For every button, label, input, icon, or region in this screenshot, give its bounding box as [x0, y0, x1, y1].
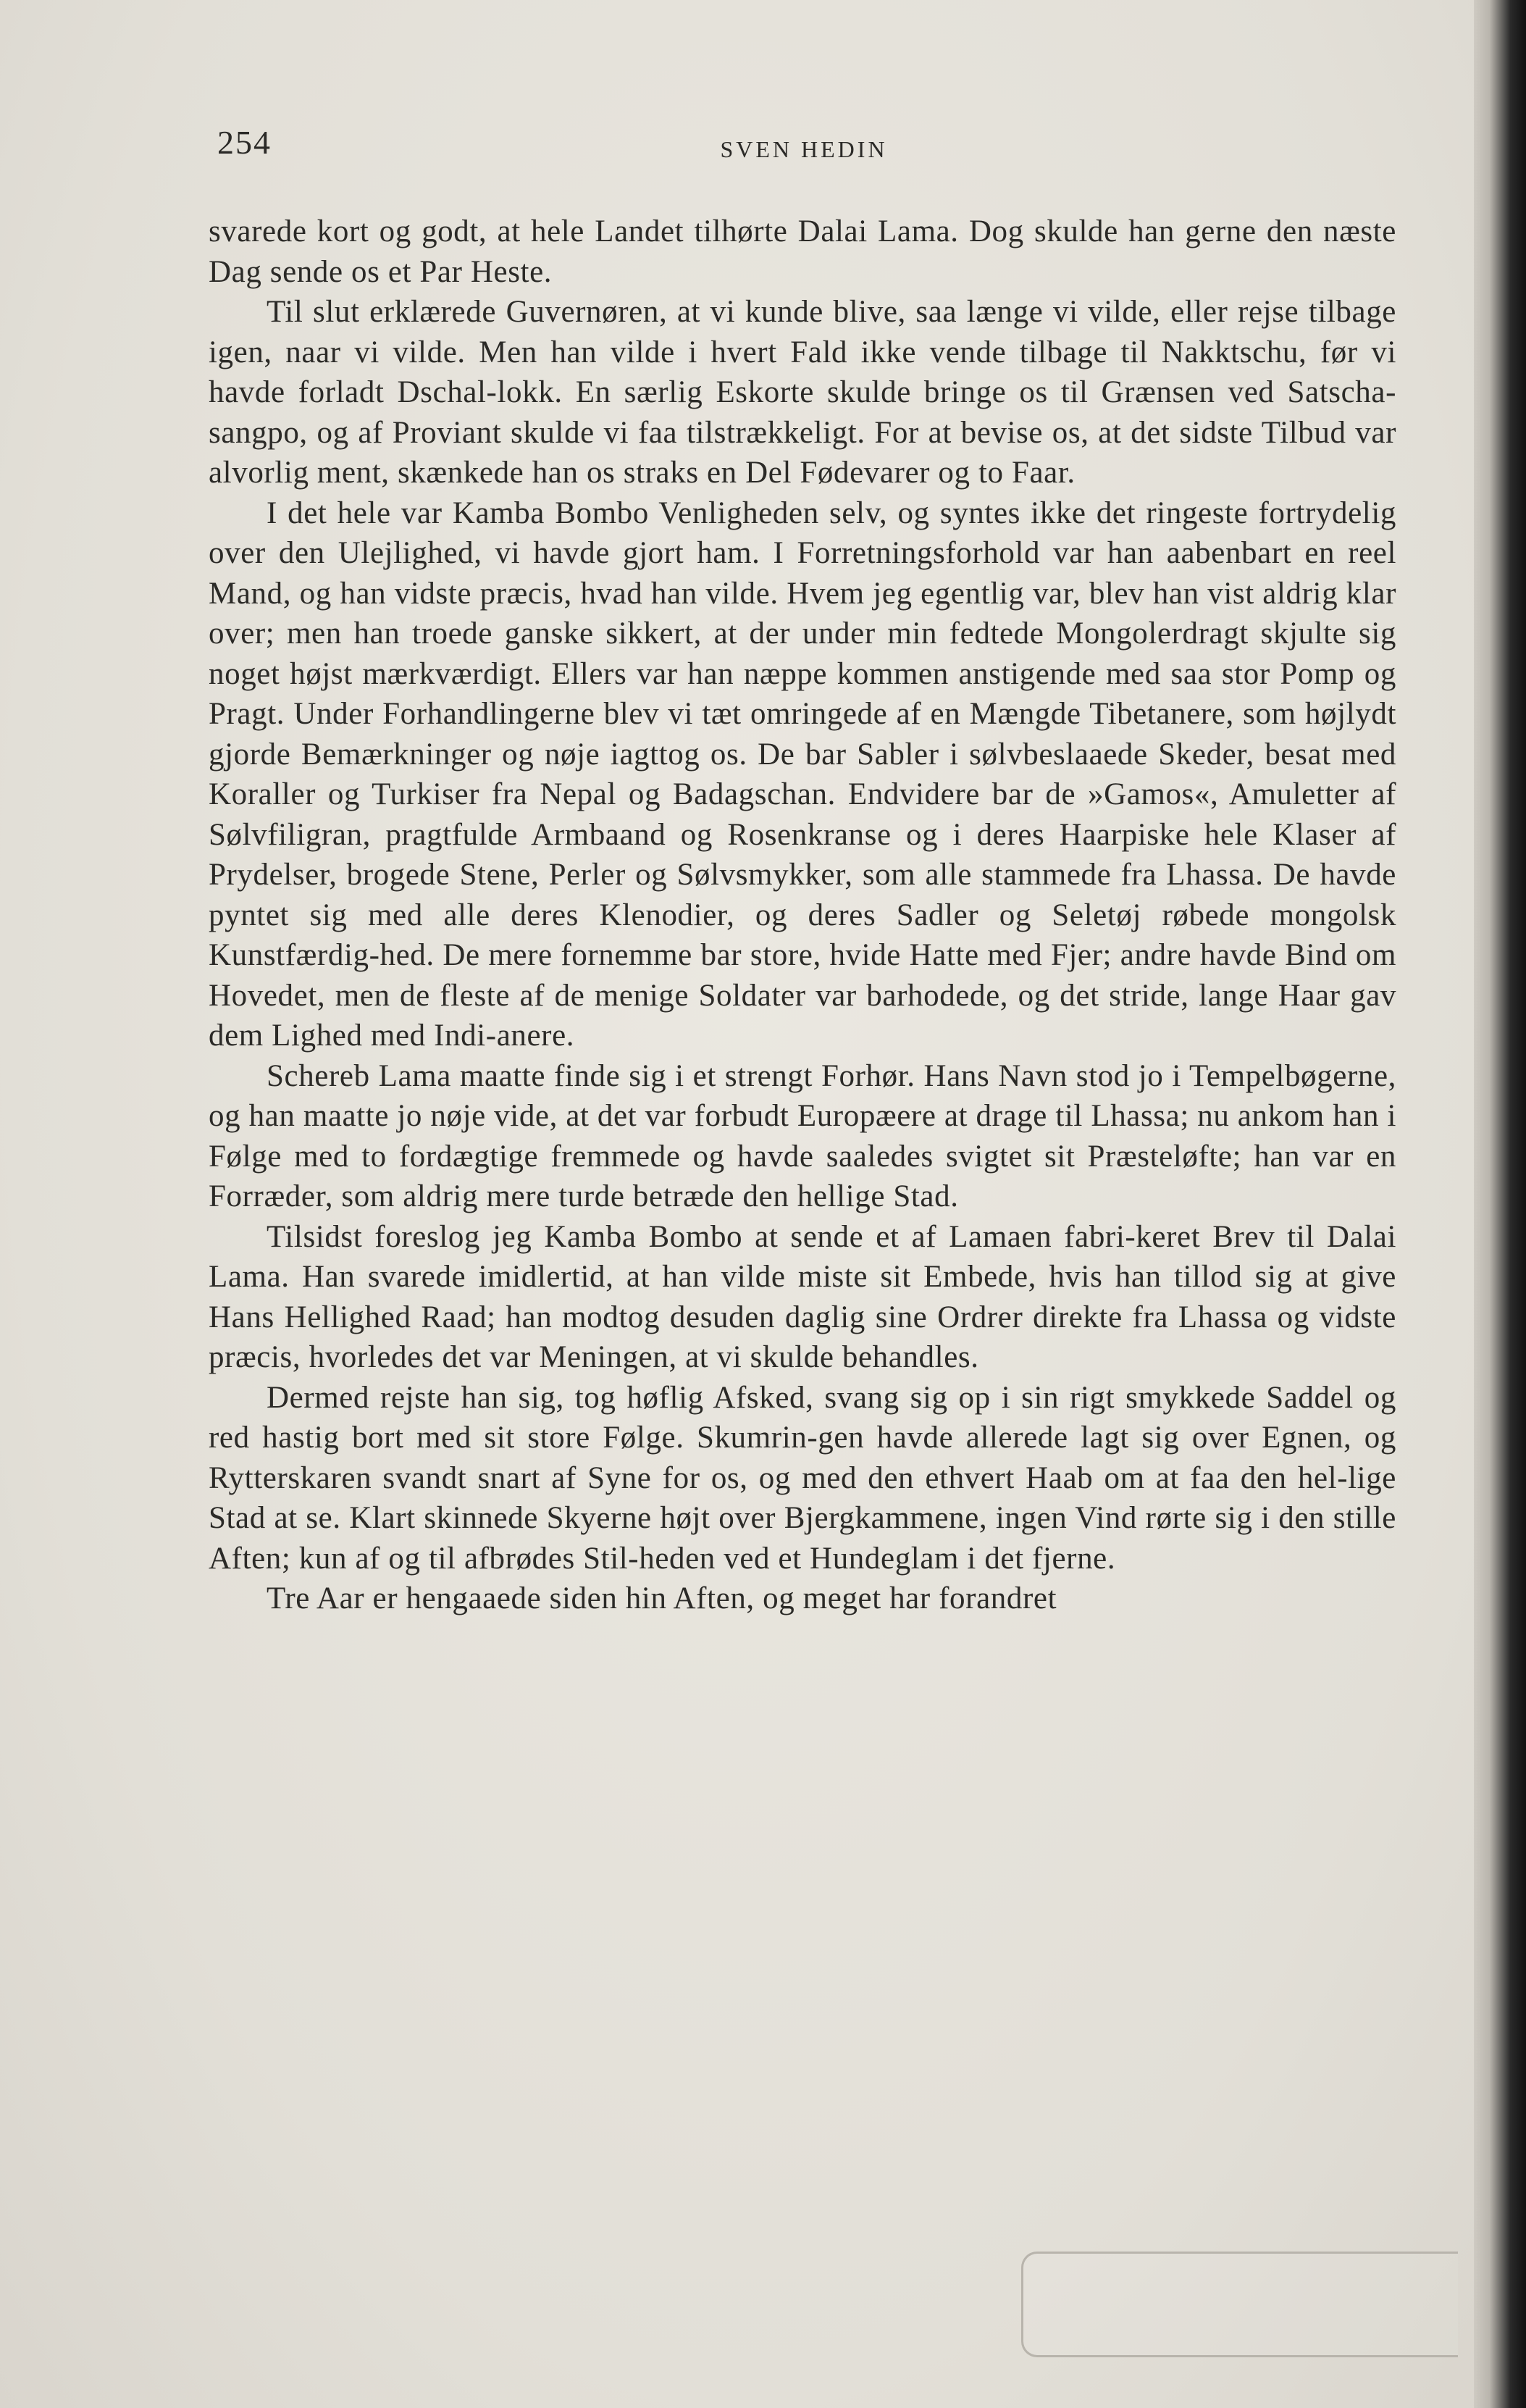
library-stamp-outline	[1021, 2252, 1458, 2357]
page-edge-shadow	[1474, 0, 1526, 2408]
paragraph: Til slut erklærede Guvernøren, at vi kunde blive, saa længe vi vilde, eller rejse tilbage igen, naar vi vilde. Men han vilde i hvert Fald ikke vende tilbage til Nakktschu, før vi havde forladt Dschal-lokk. En særlig Eskorte skulde bringe os til Grænsen ved Satscha-sangpo, og af Proviant skulde vi faa tilstrækkeligt. For at bevise os, at det sidste Tilbud var alvorlig ment, skænkede han os straks en Del Fødevarer og to Faar.	[209, 295, 1396, 490]
page-number: 254	[217, 124, 272, 161]
page-header	[217, 123, 1391, 188]
body-text	[209, 212, 1396, 1619]
paragraph: I det hele var Kamba Bombo Venligheden selv, og syntes ikke det ringeste fortrydelig over den Ulejlighed, vi havde gjort ham. I Forretningsforhold var han aabenbart en reel Mand, og han vidste præcis, hvad han vilde. Hvem jeg egentlig var, blev han vist aldrig klar over; men han troede ganske sikkert, at der under min fedtede Mongolerdragt skjulte sig noget højst mærkværdigt. Ellers var han næppe kommen anstigende med saa stor Pomp og Pragt. Under Forhandlingerne blev vi tæt omringede af en Mængde Tibetanere, som højlydt gjorde Bemærkninger og nøje iagttog os. De bar Sabler i sølvbeslaaede Skeder, besat med Koraller og Turkiser fra Nepal og Badagschan. Endvidere bar de »Gamos«, Amuletter af Sølvfiligran, pragtfulde Armbaand og Rosenkranse og i deres Haarpiske hele Klaser af Prydelser, brogede Stene, Perler og Sølvsmykker, som alle stammede fra Lhassa. De havde pyntet sig med alle deres Klenodier, og deres Sadler og Seletøj røbede mongolsk Kunstfærdig-hed. De mere fornemme bar store, hvide Hatte med Fjer; andre havde Bind om Hovedet, men de fleste af de menige Soldater var barhodede, og det stride, lange Haar gav dem Lighed med Indi-anere.	[209, 496, 1396, 1053]
paragraph: Dermed rejste han sig, tog høflig Afsked, svang sig op i sin rigt smykkede Saddel og red hastig bort med sit store Følge. Skumrin-gen havde allerede lagt sig over Egnen, og Rytterskaren svandt snart af Syne for os, og med den ethvert Haab om at faa den hel-lige Stad at se. Klart skinnede Skyerne højt over Bjergkammene, ingen Vind rørte sig i den stille Aften; kun af og til afbrødes Stil-heden ved et Hundeglam i det fjerne.	[209, 1380, 1396, 1576]
paragraph: svarede kort og godt, at hele Landet tilhørte Dalai Lama. Dog skulde han gerne den næste Dag sende os et Par Heste.	[209, 214, 1396, 289]
paragraph: Schereb Lama maatte finde sig i et strengt Forhør. Hans Navn stod jo i Tempelbøgerne, og han maatte jo nøje vide, at det var forbudt Europæere at drage til Lhassa; nu ankom han i Følge med to fordægtige fremmede og havde saaledes svigtet sit Præsteløfte; han var en Forræder, som aldrig mere turde betræde den hellige Stad.	[209, 1058, 1396, 1213]
paragraph: Tilsidst foreslog jeg Kamba Bombo at sende et af Lamaen fabri-keret Brev til Dalai Lama. Han svarede imidlertid, at han vilde miste sit Embede, hvis han tillod sig at give Hans Hellighed Raad; han modtog desuden daglig sine Ordrer direkte fra Lhassa og vidste præcis, hvorledes det var Meningen, at vi skulde behandles.	[209, 1219, 1396, 1374]
running-head: SVEN HEDIN	[720, 136, 888, 162]
paragraph: Tre Aar er hengaaede siden hin Aften, og meget har forandret	[267, 1581, 1057, 1615]
